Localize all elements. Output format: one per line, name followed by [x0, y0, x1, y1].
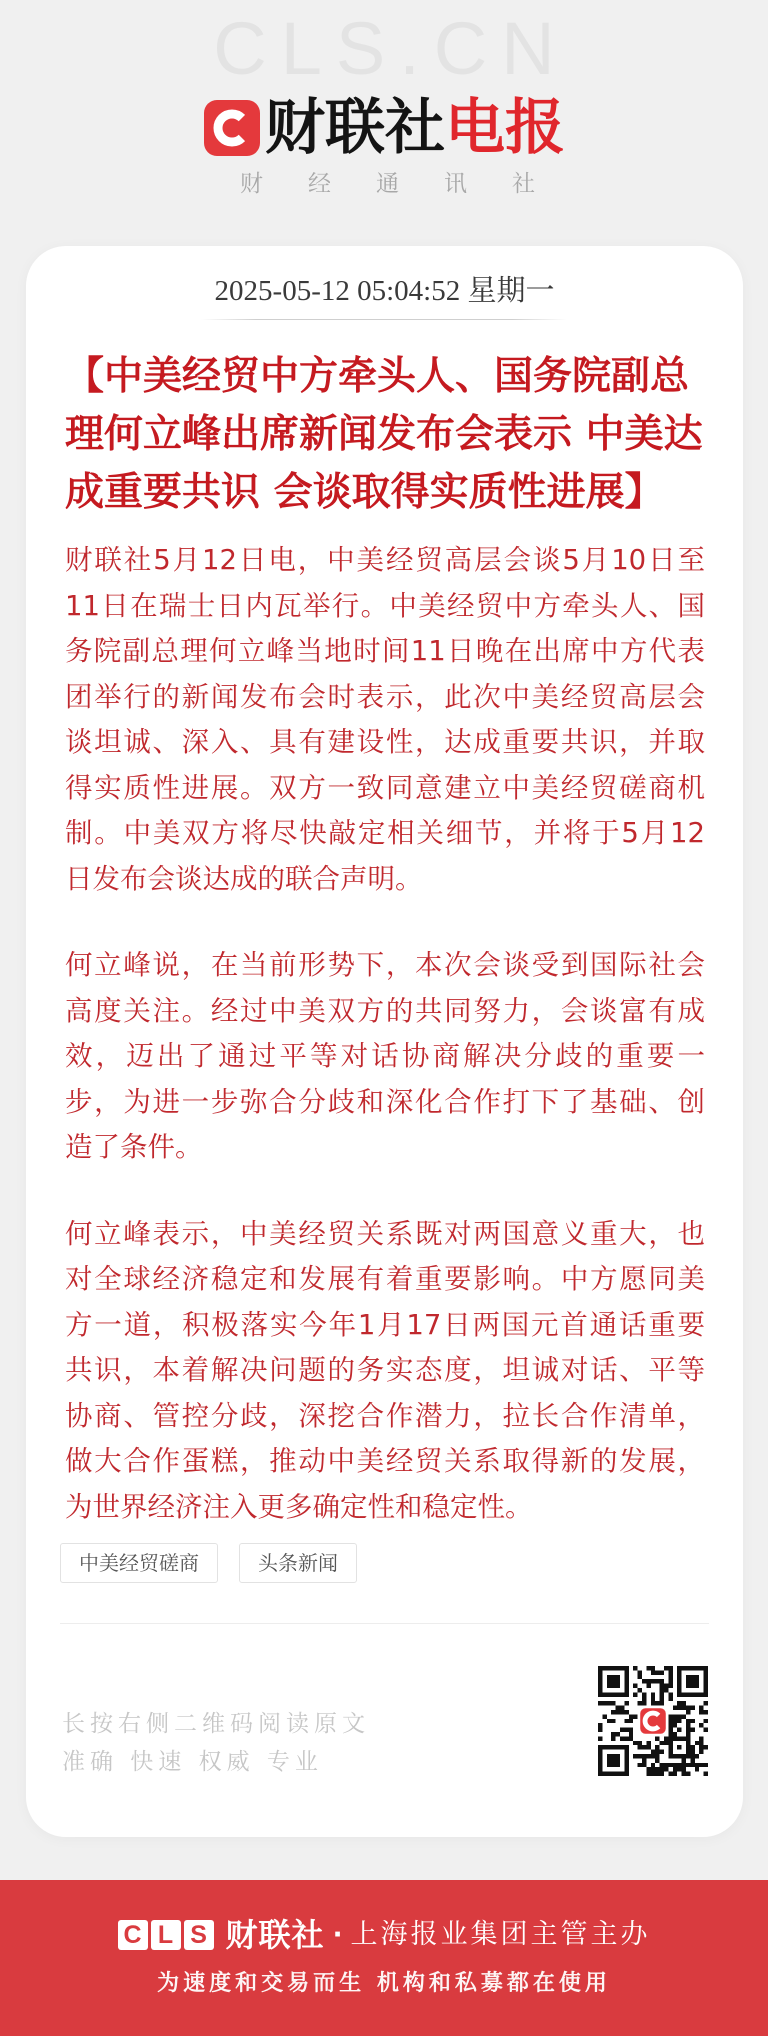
cls-letter: C — [118, 1920, 148, 1950]
cls-watermark: CLS.CN — [213, 7, 569, 90]
cls-letter: L — [151, 1920, 181, 1950]
datetime-divider — [201, 319, 567, 320]
body-line: 协商、管控分歧，深挖合作潜力，拉长合作清单， — [65, 1399, 705, 1432]
band-separator: · — [332, 1920, 343, 1950]
article-title — [65, 348, 735, 522]
body-line: 制。中美双方将尽快敲定相关细节，并将于5月12 — [65, 817, 705, 849]
body-line: 财联社5月12日电，中美经贸高层会谈5月10日至 — [65, 544, 705, 576]
body-line: 对全球经济稳定和发展有着重要影响。中方愿同美 — [65, 1263, 705, 1295]
title-line: 成重要共识 会谈取得实质性进展】 — [65, 470, 664, 515]
body-line: 高度关注。经过中美双方的共同努力，会谈富有成 — [65, 994, 705, 1027]
brand-wordmark — [265, 93, 565, 163]
cls-letter: S — [184, 1920, 214, 1950]
body-line: 日发布会谈达成的联合声明。 — [65, 862, 423, 895]
paragraph-2 — [65, 943, 705, 1171]
body-line: 共识，本着解决问题的务实态度，坦诚对话、平等 — [65, 1354, 705, 1386]
topic-tags — [60, 1543, 378, 1583]
body-line: 效，迈出了通过平等对话协商解决分歧的重要一 — [65, 1040, 705, 1072]
publisher-line — [0, 1916, 768, 1954]
body-line: 何立峰说，在当前形势下，本次会谈受到国际社会 — [65, 949, 705, 981]
qr-read-hint: 长按右侧二维码阅读原文 — [62, 1711, 370, 1737]
brand-slogan: 准确 快速 权威 专业 — [62, 1749, 323, 1775]
body-line: 11日在瑞士日内瓦举行。中美经贸中方牵头人、国 — [65, 589, 705, 622]
publish-datetime: 2025-05-12 05:04:52 星期一 — [214, 275, 555, 307]
body-line: 步，为进一步弥合分歧和深化合作打下了基础、创 — [65, 1085, 705, 1118]
paragraph-3 — [65, 1212, 705, 1531]
band-tagline: 为速度和交易而生 机构和私募都在使用 — [157, 1971, 611, 1996]
article-card — [26, 246, 743, 1837]
body-line: 何立峰表示，中美经贸关系既对两国意义重大，也 — [65, 1217, 705, 1250]
body-line: 务院副总理何立峰当地时间11日晚在出席中方代表 — [65, 635, 705, 667]
body-line: 团举行的新闻发布会时表示，此次中美经贸高层会 — [65, 680, 705, 713]
body-line: 谈坦诚、深入、具有建设性，达成重要共识，并取 — [65, 726, 705, 758]
cls-letter-logo — [118, 1920, 214, 1950]
qr-finder-top-right — [677, 1666, 708, 1697]
brand-subtitle: 财经通讯社 — [240, 171, 580, 197]
body-line: 做大合作蛋糕，推动中美经贸关系取得新的发展， — [65, 1445, 705, 1477]
cls-c-logo-icon — [204, 100, 260, 156]
title-line: 理何立峰出席新闻发布会表示 中美达 — [65, 412, 703, 457]
band-organization: 上海报业集团主管主办 — [350, 1919, 651, 1950]
footer-band — [0, 1880, 768, 2036]
body-line: 得实质性进展。双方一致同意建立中美经贸磋商机 — [65, 771, 705, 804]
body-line: 为世界经济注入更多确定性和稳定性。 — [65, 1490, 533, 1523]
article-body — [65, 538, 705, 1571]
qr-code-icon[interactable] — [598, 1666, 708, 1776]
tag-trade-consultation[interactable]: 中美经贸磋商 — [60, 1543, 218, 1583]
qr-center-logo-icon — [638, 1706, 669, 1737]
brand-logo — [204, 93, 565, 163]
qr-alignment — [668, 1736, 690, 1758]
brand-name-red: 电报 — [445, 93, 565, 163]
qr-finder-top-left — [598, 1666, 629, 1697]
tag-headline-news[interactable]: 头条新闻 — [239, 1543, 357, 1583]
brand-name-black: 财联社 — [265, 93, 445, 163]
title-line: 【中美经贸中方牵头人、国务院副总 — [65, 354, 690, 399]
paragraph-1 — [65, 538, 705, 902]
body-line: 造了条件。 — [65, 1131, 203, 1163]
footer-divider — [60, 1623, 709, 1624]
qr-finder-bottom-left — [598, 1745, 629, 1776]
body-line: 方一道，积极落实今年1月17日两国元首通话重要 — [65, 1308, 705, 1341]
band-brand-name: 财联社 — [225, 1916, 325, 1954]
